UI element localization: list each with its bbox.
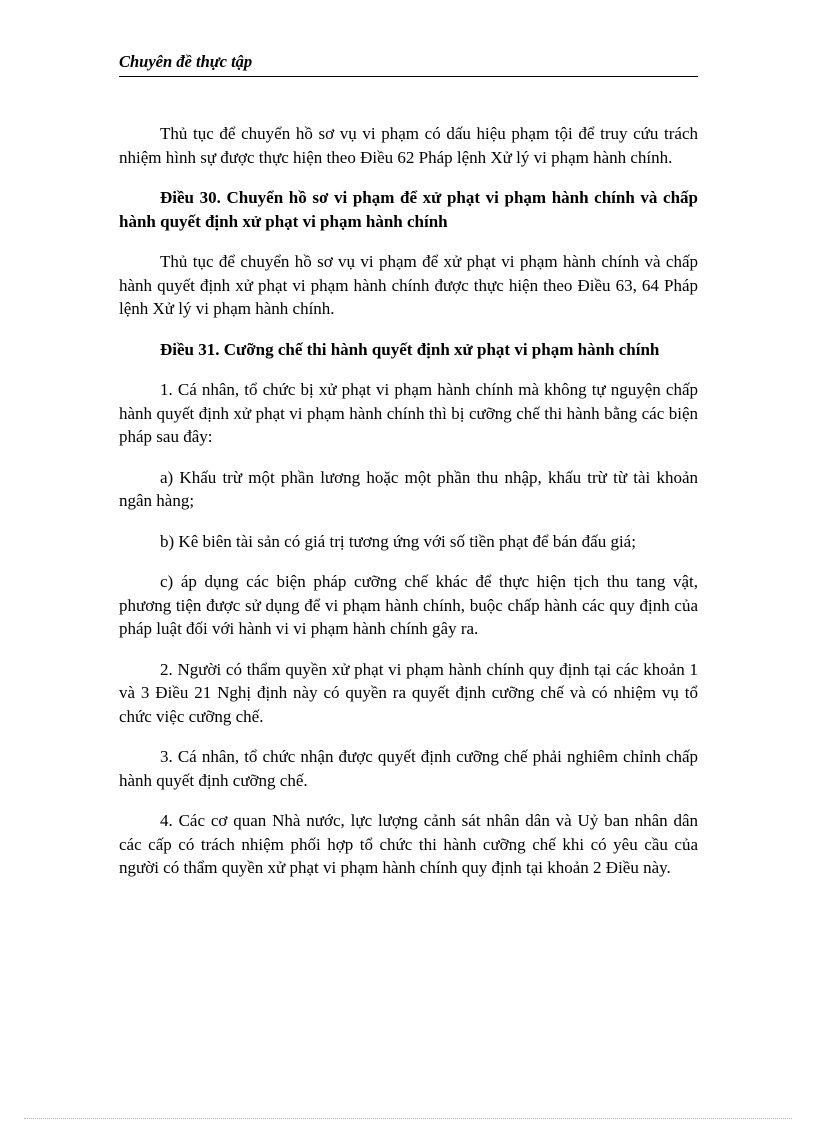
paragraph-point-a: a) Khấu trừ một phần lương hoặc một phần thu nhập, khấu trừ từ tài khoản ngân hàng; <box>119 467 698 510</box>
page-header <box>119 52 698 77</box>
paragraph-clause-1: 1. Cá nhân, tổ chức bị xử phạt vi phạm hành chính mà không tự nguyện chấp hành quyết định xử phạt vi phạm hành chính thì bị cưỡng chế thi hành bằng các biện pháp sau đây: <box>119 380 698 446</box>
paragraph-point-c: c) áp dụng các biện pháp cưỡng chế khác để thực hiện tịch thu tang vật, phương tiện được sử dụng để vi phạm hành chính, buộc chấp hành các quy định của pháp luật đối với hành vi vi phạm hành chính gây ra. <box>119 572 698 638</box>
paragraph-clause-3: 3. Cá nhân, tổ chức nhận được quyết định cưỡng chế phải nghiêm chỉnh chấp hành quyết định cưỡng chế. <box>119 747 698 790</box>
paragraph-clause-4: 4. Các cơ quan Nhà nước, lực lượng cảnh sát nhân dân và Uỷ ban nhân dân các cấp có trách nhiệm phối hợp tổ chức thi hành cưỡng chế khi có yêu cầu của người có thẩm quyền xử phạt vi phạm hành chính quy định tại khoản 2 Điều này. <box>119 811 698 877</box>
document-body <box>119 122 698 897</box>
paragraph-point-b: b) Kê biên tài sản có giá trị tương ứng với số tiền phạt để bán đấu giá; <box>160 531 636 551</box>
paragraph-procedure-criminal: Thủ tục để chuyển hồ sơ vụ vi phạm có dấu hiệu phạm tội để truy cứu trách nhiệm hình sự được thực hiện theo Điều 62 Pháp lệnh Xử lý vi phạm hành chính. <box>119 124 698 167</box>
paragraph-article-30: Thủ tục để chuyển hồ sơ vụ vi phạm để xử phạt vi phạm hành chính và chấp hành quyết định xử phạt vi phạm hành chính được thực hiện theo Điều 63, 64 Pháp lệnh Xử lý vi phạm hành chính. <box>119 252 698 318</box>
header-title: Chuyên đề thực tập <box>119 52 253 71</box>
article-31-heading: Điều 31. Cưỡng chế thi hành quyết định xử phạt vi phạm hành chính <box>160 339 660 359</box>
footer-divider <box>24 1118 792 1119</box>
article-30-heading: Điều 30. Chuyển hồ sơ vi phạm để xử phạt vi phạm hành chính và chấp hành quyết định xử phạt vi phạm hành chính <box>119 188 698 231</box>
paragraph-clause-2: 2. Người có thẩm quyền xử phạt vi phạm hành chính quy định tại các khoản 1 và 3 Điều 21 Nghị định này có quyền ra quyết định cưỡng chế và có nhiệm vụ tổ chức việc cưỡng chế. <box>119 659 698 726</box>
